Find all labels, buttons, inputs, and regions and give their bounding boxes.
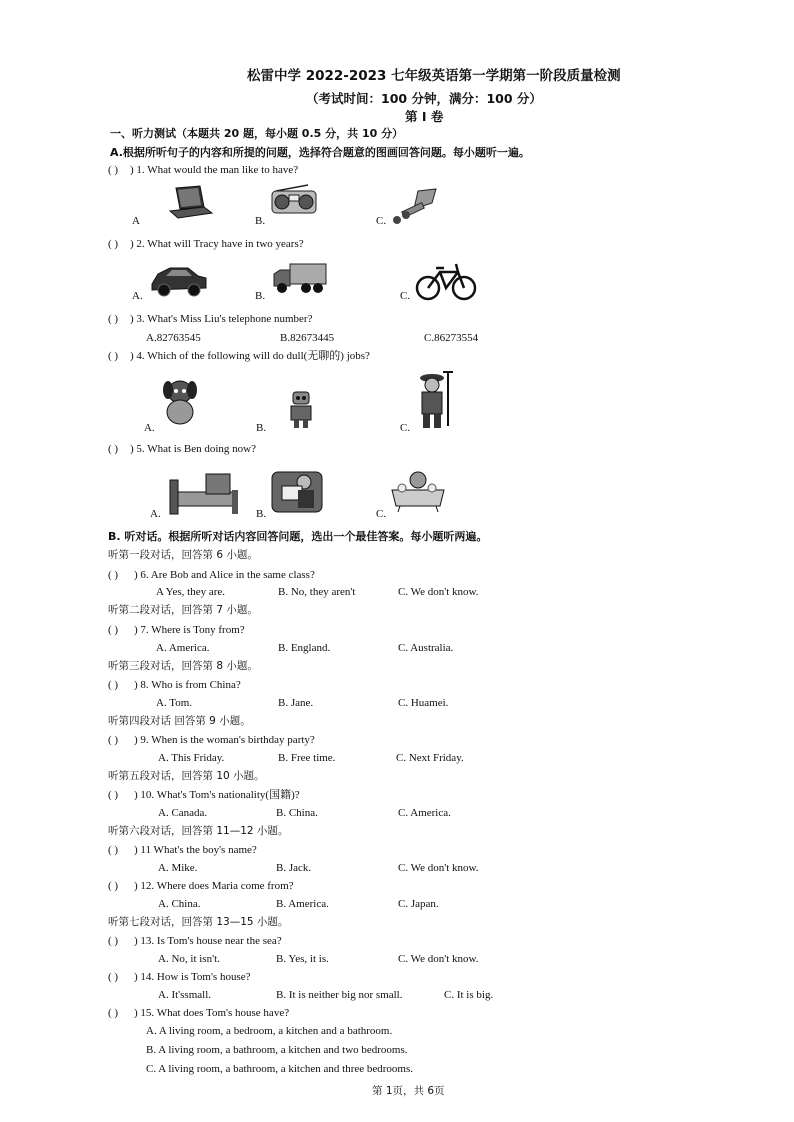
answer-blank[interactable]: ( ) bbox=[108, 443, 119, 455]
q13-option-b: B. Yes, it is. bbox=[276, 953, 329, 965]
q2-option-b-label: B. bbox=[255, 290, 266, 302]
answer-blank[interactable]: ( ) bbox=[108, 734, 119, 746]
q7-option-a: A. America. bbox=[156, 642, 210, 654]
q15-option-b: B. A living room, a bathroom, a kitchen and two bedrooms. bbox=[146, 1044, 408, 1056]
answer-blank[interactable]: ( ) bbox=[108, 935, 119, 947]
q4-option-a-label: A. bbox=[144, 422, 155, 434]
answer-blank[interactable]: ( ) bbox=[108, 1007, 119, 1019]
question-12: ) 12. Where does Maria come from? bbox=[134, 880, 294, 892]
question-10: ) 10. What's Tom's nationality(国籍)? bbox=[134, 789, 300, 801]
q10-option-c: C. America. bbox=[398, 807, 451, 819]
q12-option-b: B. America. bbox=[276, 898, 329, 910]
q1-option-c-label: C. bbox=[376, 215, 387, 227]
q13-option-a: A. No, it isn't. bbox=[158, 953, 220, 965]
answer-blank[interactable]: ( ) bbox=[108, 789, 119, 801]
laptop-icon bbox=[168, 185, 214, 219]
dialog-instruction: 听第五段对话，回答第 10 小题。 bbox=[108, 770, 265, 782]
q5-option-c-label: C. bbox=[376, 508, 387, 520]
question-14: ) 14. How is Tom's house? bbox=[134, 971, 251, 983]
q6-option-c: C. We don't know. bbox=[398, 586, 479, 598]
question-1: ) 1. What would the man like to have? bbox=[130, 164, 299, 176]
question-13: ) 13. Is Tom's house near the sea? bbox=[134, 935, 282, 947]
answer-blank[interactable]: ( ) bbox=[108, 971, 119, 983]
section-heading: 一、听力测试（本题共 20 题，每小题 0.5 分，共 10 分） bbox=[110, 127, 404, 140]
answer-blank[interactable]: ( ) bbox=[108, 313, 119, 325]
question-3: ) 3. What's Miss Liu's telephone number? bbox=[130, 313, 313, 325]
answer-blank[interactable]: ( ) bbox=[108, 880, 119, 892]
part-b-instruction: B. 听对话。根据所听对话内容回答问题，选出一个最佳答案。每小题听两遍。 bbox=[108, 530, 488, 543]
question-8: ) 8. Who is from China? bbox=[134, 679, 241, 691]
q2-option-c-label: C. bbox=[400, 290, 411, 302]
truck-icon bbox=[270, 260, 332, 296]
question-6: ) 6. Are Bob and Alice in the same class? bbox=[134, 569, 315, 581]
page-footer: 第 1页，共 6页 bbox=[372, 1085, 445, 1097]
q4-option-c-label: C. bbox=[400, 422, 411, 434]
bed-icon bbox=[166, 470, 240, 516]
q7-option-b: B. England. bbox=[278, 642, 331, 654]
q15-option-a: A. A living room, a bedroom, a kitchen and a bathroom. bbox=[146, 1025, 393, 1037]
q8-option-c: C. Huamei. bbox=[398, 697, 449, 709]
answer-blank[interactable]: ( ) bbox=[108, 679, 119, 691]
q15-option-c: C. A living room, a bathroom, a kitchen and three bedrooms. bbox=[146, 1063, 414, 1075]
dialog-instruction: 听第一段对话，回答第 6 小题。 bbox=[108, 549, 258, 561]
q14-option-a: A. It'ssmall. bbox=[158, 989, 212, 1001]
answer-blank[interactable]: ( ) bbox=[108, 164, 119, 176]
q11-option-c: C. We don't know. bbox=[398, 862, 479, 874]
bicycle-icon bbox=[414, 260, 478, 302]
q14-option-b: B. It is neither big nor small. bbox=[276, 989, 403, 1001]
page-title: 松雷中学 2022-2023 七年级英语第一学期第一阶段质量检测 bbox=[247, 68, 621, 84]
q3-option-b: B.82673445 bbox=[280, 332, 335, 344]
q6-option-a: A Yes, they are. bbox=[156, 586, 226, 598]
q9-option-c: C. Next Friday. bbox=[396, 752, 464, 764]
question-9: ) 9. When is the woman's birthday party? bbox=[134, 734, 315, 746]
skates-icon bbox=[388, 187, 442, 227]
answer-blank[interactable]: ( ) bbox=[108, 238, 119, 250]
dialog-instruction: 听第六段对话，回答第 11—12 小题。 bbox=[108, 825, 289, 837]
q1-option-a-label: A bbox=[132, 215, 140, 227]
q14-option-c: C. It is big. bbox=[444, 989, 494, 1001]
answer-blank[interactable]: ( ) bbox=[108, 350, 119, 362]
q6-option-b: B. No, they aren't bbox=[278, 586, 356, 598]
car-icon bbox=[148, 262, 210, 298]
dog-icon bbox=[160, 376, 200, 426]
volume-label: 第 I 卷 bbox=[405, 109, 444, 124]
q3-option-a: A.82763545 bbox=[146, 332, 201, 344]
answer-blank[interactable]: ( ) bbox=[108, 624, 119, 636]
dialog-instruction: 听第四段对话 回答第 9 小题。 bbox=[108, 715, 251, 727]
q3-option-c: C.86273554 bbox=[424, 332, 479, 344]
q8-option-b: B. Jane. bbox=[278, 697, 314, 709]
q10-option-b: B. China. bbox=[276, 807, 318, 819]
question-5: ) 5. What is Ben doing now? bbox=[130, 443, 256, 455]
q1-option-b-label: B. bbox=[255, 215, 266, 227]
q10-option-a: A. Canada. bbox=[158, 807, 208, 819]
answer-blank[interactable]: ( ) bbox=[108, 569, 119, 581]
q4-option-b-label: B. bbox=[256, 422, 267, 434]
q2-option-a-label: A. bbox=[132, 290, 143, 302]
q9-option-a: A. This Friday. bbox=[158, 752, 225, 764]
q9-option-b: B. Free time. bbox=[278, 752, 336, 764]
q11-option-a: A. Mike. bbox=[158, 862, 198, 874]
dialog-instruction: 听第七段对话，回答第 13—15 小题。 bbox=[108, 916, 289, 928]
q11-option-b: B. Jack. bbox=[276, 862, 312, 874]
q12-option-c: C. Japan. bbox=[398, 898, 439, 910]
dialog-instruction: 听第二段对话，回答第 7 小题。 bbox=[108, 604, 258, 616]
question-2: ) 2. What will Tracy have in two years? bbox=[130, 238, 304, 250]
bath-icon bbox=[388, 468, 448, 514]
q12-option-a: A. China. bbox=[158, 898, 201, 910]
q13-option-c: C. We don't know. bbox=[398, 953, 479, 965]
sofa-reading-icon bbox=[268, 466, 328, 518]
radio-icon bbox=[268, 183, 320, 217]
q8-option-a: A. Tom. bbox=[156, 697, 193, 709]
answer-blank[interactable]: ( ) bbox=[108, 844, 119, 856]
part-a-instruction: A.根据所听句子的内容和所提的问题，选择符合题意的图画回答问题。每小题听一遍。 bbox=[110, 146, 530, 159]
question-11: ) 11 What's the boy's name? bbox=[134, 844, 257, 856]
farmer-icon bbox=[412, 368, 456, 432]
exam-info: （考试时间：100 分钟，满分：100 分） bbox=[306, 91, 542, 106]
q5-option-a-label: A. bbox=[150, 508, 161, 520]
q7-option-c: C. Australia. bbox=[398, 642, 454, 654]
robot-icon bbox=[286, 390, 316, 430]
dialog-instruction: 听第三段对话，回答第 8 小题。 bbox=[108, 660, 258, 672]
question-15: ) 15. What does Tom's house have? bbox=[134, 1007, 290, 1019]
q5-option-b-label: B. bbox=[256, 508, 267, 520]
question-7: ) 7. Where is Tony from? bbox=[134, 624, 245, 636]
question-4: ) 4. Which of the following will do dull(无聊的) jobs? bbox=[130, 350, 370, 362]
